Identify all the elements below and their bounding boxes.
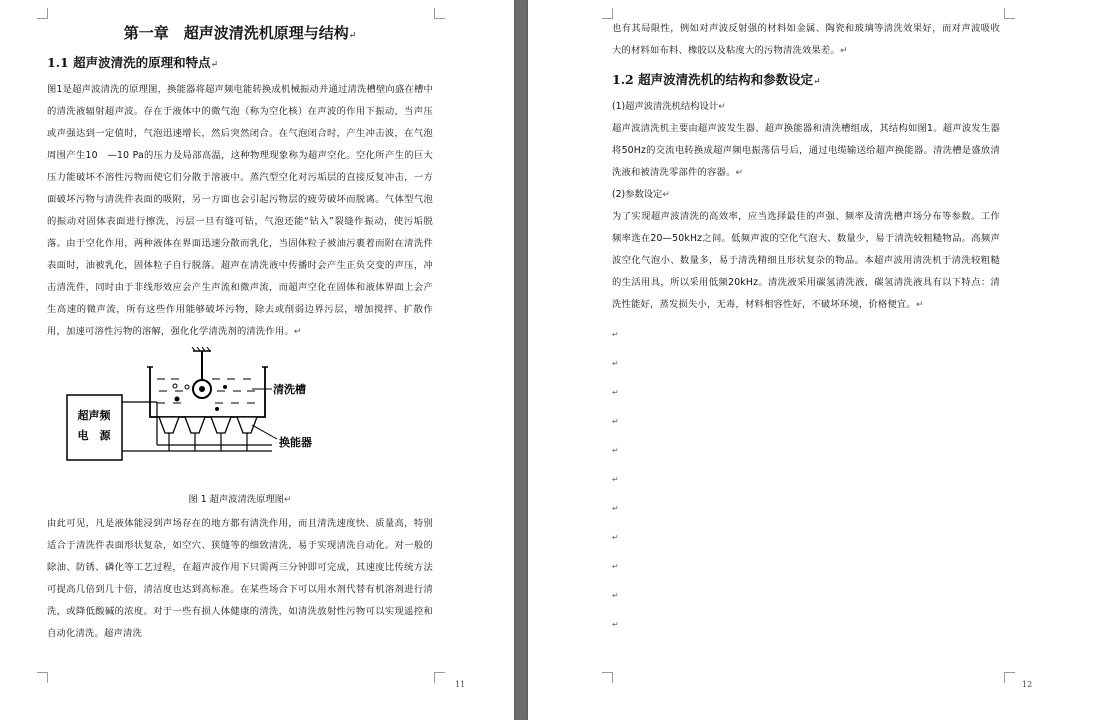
paragraph-limitations: 也有其局限性，例如对声波反射强的材料如金属、陶瓷和玻璃等清洗效果好，而对声波吸收大的材料如布料、橡胶以及粘度大的污物清洗效果差。↵ [612,23,1000,56]
chapter-title: 第一章 超声波清洗机原理与结构↵ [123,24,357,42]
empty-paragraph-marks: ↵ ↵ ↵ ↵ ↵ ↵ ↵ ↵ ↵ ↵ ↵ [612,330,619,629]
crop-mark-bottom-left [37,672,48,683]
left-page-content [47,18,433,645]
diagram-svg [47,347,433,487]
transducer-array [159,417,257,433]
page-number-right: 12 [1022,680,1033,689]
power-supply-box [67,395,122,460]
figure-cleaning-principle-diagram [47,347,433,487]
subheading-parameter-setting: (2)参数设定↵ [612,189,670,200]
crop-mark-bottom-right [434,672,445,683]
page-number-left: 11 [455,680,466,689]
paragraph-parameters: 为了实现超声波清洗的高效率，应当选择最佳的声强、频率及清洗槽声场分布等参数。工作频率选在20—50kHz之间。低频声波的空化气泡大、数量少，易于清洗较粗糙物品。高频声波空化气泡小、数量多，易于清洗精细且形状复杂的物品。本超声波用清洗机于清洗较粗糙的生活用具，所以采用低频20kHz。清洗液采用碳氢清洗液，碳氢清洗液具有以下特点：清洗性能好，蒸发损失小，无毒，材料相容性好，不破坏环境，价格便宜。↵ [612,211,1000,310]
power-supply-label-1: 超声频 [77,409,111,422]
figure-caption: 图 1 超声波清洗原理图↵ [188,494,292,505]
transducer-label: 换能器 [279,436,312,449]
document-page-left [0,0,514,720]
document-page-right [528,0,1099,720]
subheading-structure-design: (1)超声波清洗机结构设计↵ [612,101,726,112]
section-heading-1-2: 1.2 超声波清洗机的结构和参数设定↵ [612,72,821,87]
power-supply-label-2: 电 源 [77,429,111,442]
crop-mark-bottom-left [602,672,613,683]
paragraph-cleaning-features: 由此可见，凡是液体能浸到声场存在的地方都有清洗作用，而且清洗速度快、质量高，特别适合于清洗件表面形状复杂，如空穴、狭缝等的细致清洗，易于实现清洗自动化。对一般的除油、防锈、磷化等工艺过程，在超声波作用下只需两三分钟即可完成，其速度比传统方法可提高几倍到几十倍，清洁度也达到高标准。在某些场合下可以用水剂代替有机溶剂进行清洗，或降低酸碱的浓度。对于一些有损人体健康的清洗，如清洗放射性污物可以实现遥控和自动化清洗。超声清洗 [47,518,433,639]
crop-mark-top-right [1004,8,1015,19]
crop-mark-bottom-right [1004,672,1015,683]
tank-label: 清洗槽 [273,383,306,396]
paragraph-structure: 超声波清洗机主要由超声波发生器、超声换能器和清洗槽组成，其结构如图1。超声波发生器将50Hz的交流电转换成超声频电振荡信号后，通过电缆输送给超声换能器。清洗槽是盛放清洗液和被清洗零部件的容器。↵ [612,123,1000,178]
right-page-content [612,18,1000,639]
section-heading-1-1: 1.1 超声波清洗的原理和特点↵ [47,55,219,70]
paragraph-cleaning-principle: 图1是超声波清洗的原理图，换能器将超声频电能转换成机械振动并通过清洗槽壁向盛在槽中的清洗液辐射超声波。存在于液体中的微气泡（称为空化核）在声波的作用下振动，当声压或声强达到一定值时，气泡迅速增长，然后突然闭合。在气泡闭合时，产生冲击波，在气泡周围产生10 —10 Pa的压力及局部高温，这种物理现象称为超声空化。空化所产生的巨大压力能破坏不溶性污物而使它们分散于溶液中。蒸汽型空化对污垢层的直接反复冲击，一方面破坏污物与清洗件表面的吸附，另一方面也会引起污物层的疲劳破坏而脱离。气体型气泡的振动对固体表面进行擦洗，污层一旦有缝可钻，气泡还能“钻入”裂缝作振动，使污垢脱落。由于空化作用，两种液体在界面迅速分散而乳化，当固体粒子被油污裹着而附在清洗件表面时，油被乳化，固体粒子自行脱落。超声在清洗液中传播时会产生正负交变的声压，冲击清洗件，同时由于非线形效应会产生声流和微声流，而超声空化在固体和液体界面上会产生高速的微声流，所有这些作用能够破坏污物，除去或削弱边界污层，增加搅拌、扩散作用，加速可溶性污物的溶解，强化化学清洗剂的清洗作用。↵ [47,84,433,337]
crop-mark-top-right [434,8,445,19]
